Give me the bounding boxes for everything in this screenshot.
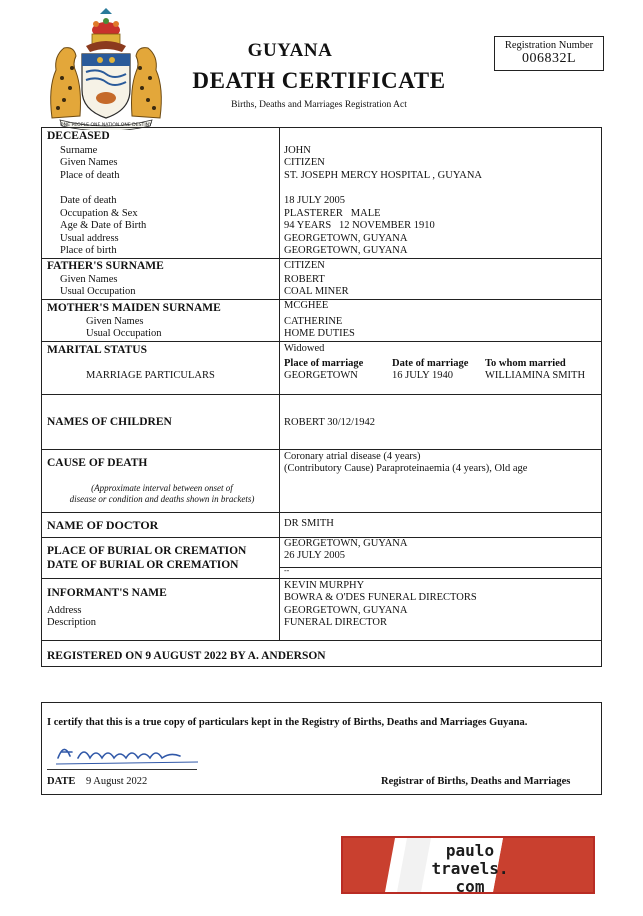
act-subtitle: Births, Deaths and Marriages Registration Act bbox=[231, 100, 407, 110]
date-label: DATE bbox=[47, 776, 76, 787]
to-whom-married-header: To whom married bbox=[485, 358, 566, 369]
father-heading: FATHER'S SURNAME bbox=[47, 260, 164, 272]
surname-value: JOHN bbox=[284, 145, 311, 156]
given-names-label: Given Names bbox=[60, 157, 118, 168]
cause-heading: CAUSE OF DEATH bbox=[47, 457, 148, 469]
to-whom-married-value: WILLIAMINA SMITH bbox=[485, 370, 586, 381]
father-occupation-value: COAL MINER bbox=[284, 286, 349, 297]
registration-number-value: 006832L bbox=[521, 51, 577, 66]
date-of-death-value: 18 JULY 2005 bbox=[284, 195, 345, 206]
children-heading: NAMES OF CHILDREN bbox=[47, 416, 172, 428]
informant-heading: INFORMANT'S NAME bbox=[47, 587, 167, 599]
column-divider bbox=[279, 127, 280, 640]
usual-address-value: GEORGETOWN, GUYANA bbox=[284, 233, 408, 244]
burial-extra-value: -- bbox=[284, 566, 290, 575]
given-names-value: CITIZEN bbox=[284, 157, 325, 168]
country-title: GUYANA bbox=[247, 40, 333, 61]
burial-place-value: GEORGETOWN, GUYANA bbox=[284, 538, 408, 549]
logo-line1: paulo bbox=[445, 841, 495, 860]
occupation-value: PLASTERER MALE bbox=[284, 208, 381, 219]
row-divider bbox=[41, 512, 602, 513]
informant-company-value: BOWRA & O'DES FUNERAL DIRECTORS bbox=[284, 592, 477, 603]
registered-statement: REGISTERED ON 9 AUGUST 2022 BY A. ANDERSON bbox=[47, 650, 326, 662]
certificate-title: DEATH CERTIFICATE bbox=[192, 68, 446, 93]
row-divider bbox=[41, 341, 602, 342]
children-value: ROBERT 30/12/1942 bbox=[284, 417, 376, 428]
informant-description-value: FUNERAL DIRECTOR bbox=[284, 617, 387, 628]
burial-date-value: 26 JULY 2005 bbox=[284, 550, 345, 561]
logo-line2: travels. bbox=[431, 859, 509, 878]
informant-address-label: Address bbox=[47, 605, 82, 616]
row-divider bbox=[279, 567, 602, 568]
cause-note-line1: (Approximate interval between onset of bbox=[91, 483, 233, 493]
registrar-title: Registrar of Births, Deaths and Marriages bbox=[381, 776, 571, 787]
row-divider bbox=[41, 258, 602, 259]
mother-occupation-label: Usual Occupation bbox=[86, 328, 162, 339]
place-of-birth-label: Place of birth bbox=[60, 245, 117, 256]
mother-surname-value: MCGHEE bbox=[284, 300, 329, 311]
place-of-death-label: Place of death bbox=[60, 170, 120, 181]
motto-text: ONE PEOPLE ONE NATION ONE DESTINY bbox=[60, 123, 152, 128]
cause-note-line2: disease or condition and deaths shown in brackets) bbox=[69, 494, 255, 504]
deceased-heading: DECEASED bbox=[47, 130, 110, 142]
cause-line2: (Contributory Cause) Paraproteinaemia (4 years), Old age bbox=[284, 463, 528, 474]
place-of-marriage-header: Place of marriage bbox=[284, 358, 364, 369]
age-value: 94 YEARS 12 NOVEMBER 1910 bbox=[284, 220, 435, 231]
burial-date-heading: DATE OF BURIAL OR CREMATION bbox=[47, 559, 239, 571]
place-of-death-value: ST. JOSEPH MERCY HOSPITAL , GUYANA bbox=[284, 170, 482, 181]
father-given-label: Given Names bbox=[60, 274, 118, 285]
guyana-coat-of-arms bbox=[42, 8, 170, 130]
paulo-travels-logo bbox=[341, 836, 595, 894]
date-of-marriage-header: Date of marriage bbox=[392, 358, 469, 369]
burial-place-heading: PLACE OF BURIAL OR CREMATION bbox=[47, 545, 247, 557]
registration-number-label: Registration Number bbox=[504, 40, 594, 51]
signature-line bbox=[47, 769, 197, 770]
date-of-marriage-value: 16 JULY 1940 bbox=[392, 370, 453, 381]
place-of-marriage-value: GEORGETOWN bbox=[284, 370, 358, 381]
mother-given-label: Given Names bbox=[86, 316, 144, 327]
marital-heading: MARITAL STATUS bbox=[47, 344, 148, 356]
father-surname-value: CITIZEN bbox=[284, 260, 325, 271]
jaguar-left-icon bbox=[51, 48, 81, 118]
date-value: 9 August 2022 bbox=[86, 776, 148, 787]
age-label: Age & Date of Birth bbox=[60, 220, 147, 231]
mother-given-value: CATHERINE bbox=[284, 316, 343, 327]
row-divider bbox=[41, 394, 602, 395]
shield-icon bbox=[82, 54, 130, 118]
informant-name-value: KEVIN MURPHY bbox=[284, 580, 365, 591]
cause-line1: Coronary atrial disease (4 years) bbox=[284, 451, 421, 462]
marriage-particulars-label: MARRIAGE PARTICULARS bbox=[86, 370, 215, 381]
father-given-value: ROBERT bbox=[284, 274, 325, 285]
row-divider bbox=[41, 640, 602, 641]
surname-label: Surname bbox=[60, 145, 98, 156]
registrar-signature bbox=[52, 736, 202, 768]
row-divider bbox=[41, 449, 602, 450]
registration-number-box bbox=[494, 36, 604, 71]
usual-address-label: Usual address bbox=[60, 233, 119, 244]
place-of-birth-value: GEORGETOWN, GUYANA bbox=[284, 245, 408, 256]
logo-text bbox=[343, 842, 595, 894]
mother-heading: MOTHER'S MAIDEN SURNAME bbox=[47, 302, 221, 314]
father-occupation-label: Usual Occupation bbox=[60, 286, 136, 297]
doctor-value: DR SMITH bbox=[284, 518, 334, 529]
occupation-label: Occupation & Sex bbox=[60, 208, 138, 219]
mother-occupation-value: HOME DUTIES bbox=[284, 328, 355, 339]
crown-icon bbox=[92, 8, 120, 44]
marital-status-value: Widowed bbox=[284, 343, 325, 354]
date-of-death-label: Date of death bbox=[60, 195, 117, 206]
logo-line3: com bbox=[455, 877, 485, 894]
row-divider bbox=[41, 578, 602, 579]
jaguar-right-icon bbox=[132, 48, 162, 118]
informant-description-label: Description bbox=[47, 617, 96, 628]
informant-address-value: GEORGETOWN, GUYANA bbox=[284, 605, 408, 616]
certify-statement: I certify that this is a true copy of particulars kept in the Registry of Births, Deaths and Marriages Guyana. bbox=[47, 717, 528, 728]
doctor-heading: NAME OF DOCTOR bbox=[47, 518, 159, 532]
